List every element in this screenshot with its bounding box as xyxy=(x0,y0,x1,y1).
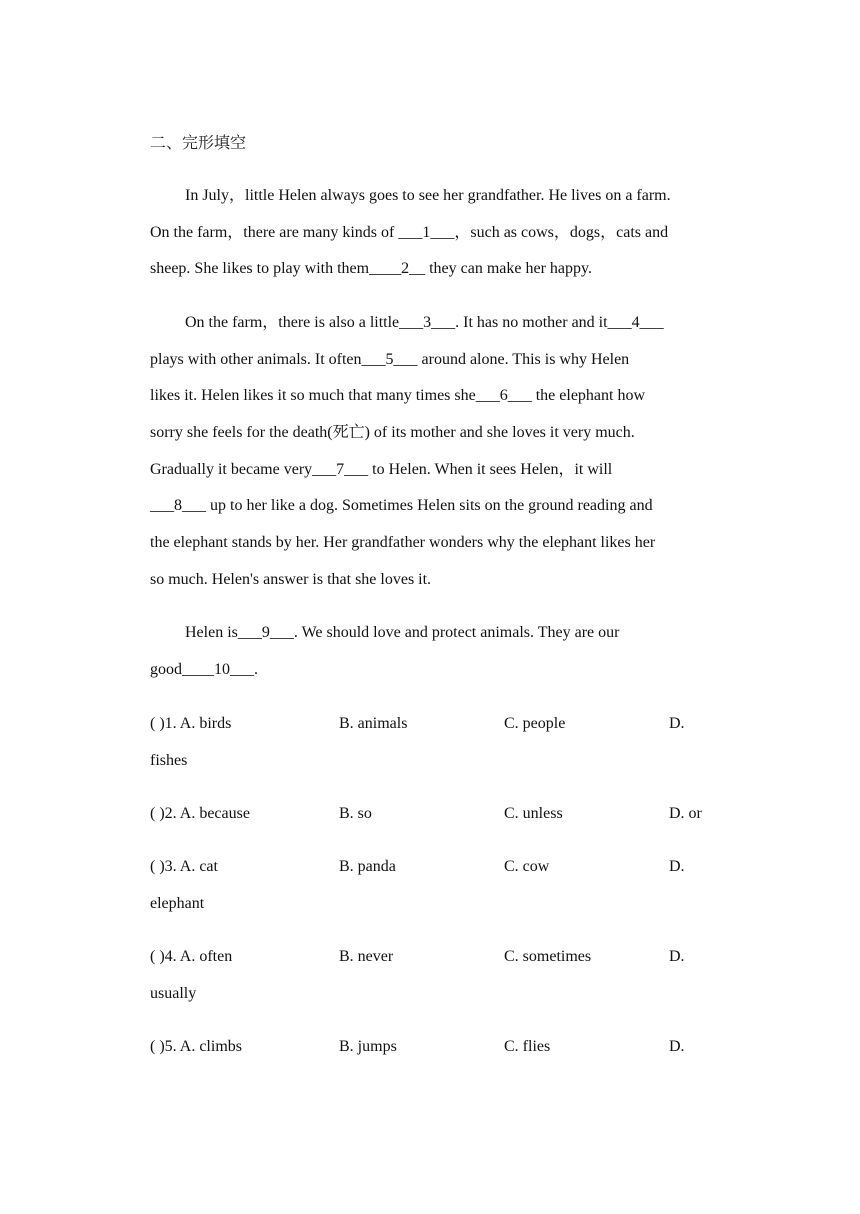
passage-line: On the farm，there are many kinds of ___1___，such as cows，dogs，cats and xyxy=(150,223,669,241)
passage-line: the elephant stands by her. Her grandfather wonders why the elephant likes her xyxy=(150,534,656,552)
question-1-option-d-text: fishes xyxy=(150,752,188,769)
passage-line: In July，little Helen always goes to see her grandfather. He lives on a farm. xyxy=(185,187,671,204)
question-1-option-c: C. people xyxy=(504,715,566,732)
question-3-option-d-text: elephant xyxy=(150,895,205,912)
question-row-5 xyxy=(150,1035,715,1059)
passage-paragraph-2 xyxy=(150,305,715,599)
passage-line: sheep. She likes to play with them____2__ they can make her happy. xyxy=(150,260,592,278)
question-1-option-b: B. animals xyxy=(339,715,408,732)
passage-paragraph-1 xyxy=(150,178,715,288)
passage-line: Gradually it became very___7___ to Helen. When it sees Helen，it will xyxy=(150,460,613,478)
passage-line: sorry she feels for the death(死亡) of its mother and she loves it very much. xyxy=(150,424,635,442)
passage-line: so much. Helen's answer is that she loves it. xyxy=(150,570,432,588)
question-4-option-a: ( )4. A. often xyxy=(150,948,233,965)
question-5-option-c: C. flies xyxy=(504,1038,551,1055)
question-row-1 xyxy=(150,712,715,736)
section-title: 二、完形填空 xyxy=(150,133,247,152)
question-2-option-d: D. or xyxy=(669,805,702,822)
passage-line: Helen is___9___. We should love and protect animals. They are our xyxy=(185,624,620,641)
question-row-2 xyxy=(150,802,715,826)
question-4-option-c: C. sometimes xyxy=(504,948,592,965)
question-5-option-d: D. xyxy=(669,1038,685,1055)
passage-line: good____10___. xyxy=(150,660,258,678)
question-4-option-b: B. never xyxy=(339,948,394,965)
question-row-4 xyxy=(150,945,715,969)
question-2-option-b: B. so xyxy=(339,805,372,822)
passage-line: ___8___ up to her like a dog. Sometimes Helen sits on the ground reading and xyxy=(150,497,653,515)
question-1-option-a: ( )1. A. birds xyxy=(150,715,232,732)
question-4-option-d-text: usually xyxy=(150,985,197,1002)
question-5-option-b: B. jumps xyxy=(339,1038,397,1055)
question-3-option-d: D. xyxy=(669,858,685,875)
question-5-option-a: ( )5. A. climbs xyxy=(150,1038,242,1055)
passage-paragraph-3 xyxy=(150,615,715,688)
passage-line: plays with other animals. It often___5___ around alone. This is why Helen xyxy=(150,350,630,368)
question-1-option-d: D. xyxy=(669,715,685,732)
question-3-option-b: B. panda xyxy=(339,858,396,875)
passage-line: On the farm，there is also a little___3___. It has no mother and it___4___ xyxy=(185,314,664,331)
question-2-option-c: C. unless xyxy=(504,805,563,822)
question-row-3 xyxy=(150,855,715,879)
question-4-option-d: D. xyxy=(669,948,685,965)
passage-line: likes it. Helen likes it so much that many times she___6___ the elephant how xyxy=(150,387,646,405)
question-3-option-c: C. cow xyxy=(504,858,550,875)
question-3-option-a: ( )3. A. cat xyxy=(150,858,218,875)
question-2-option-a: ( )2. A. because xyxy=(150,805,250,822)
